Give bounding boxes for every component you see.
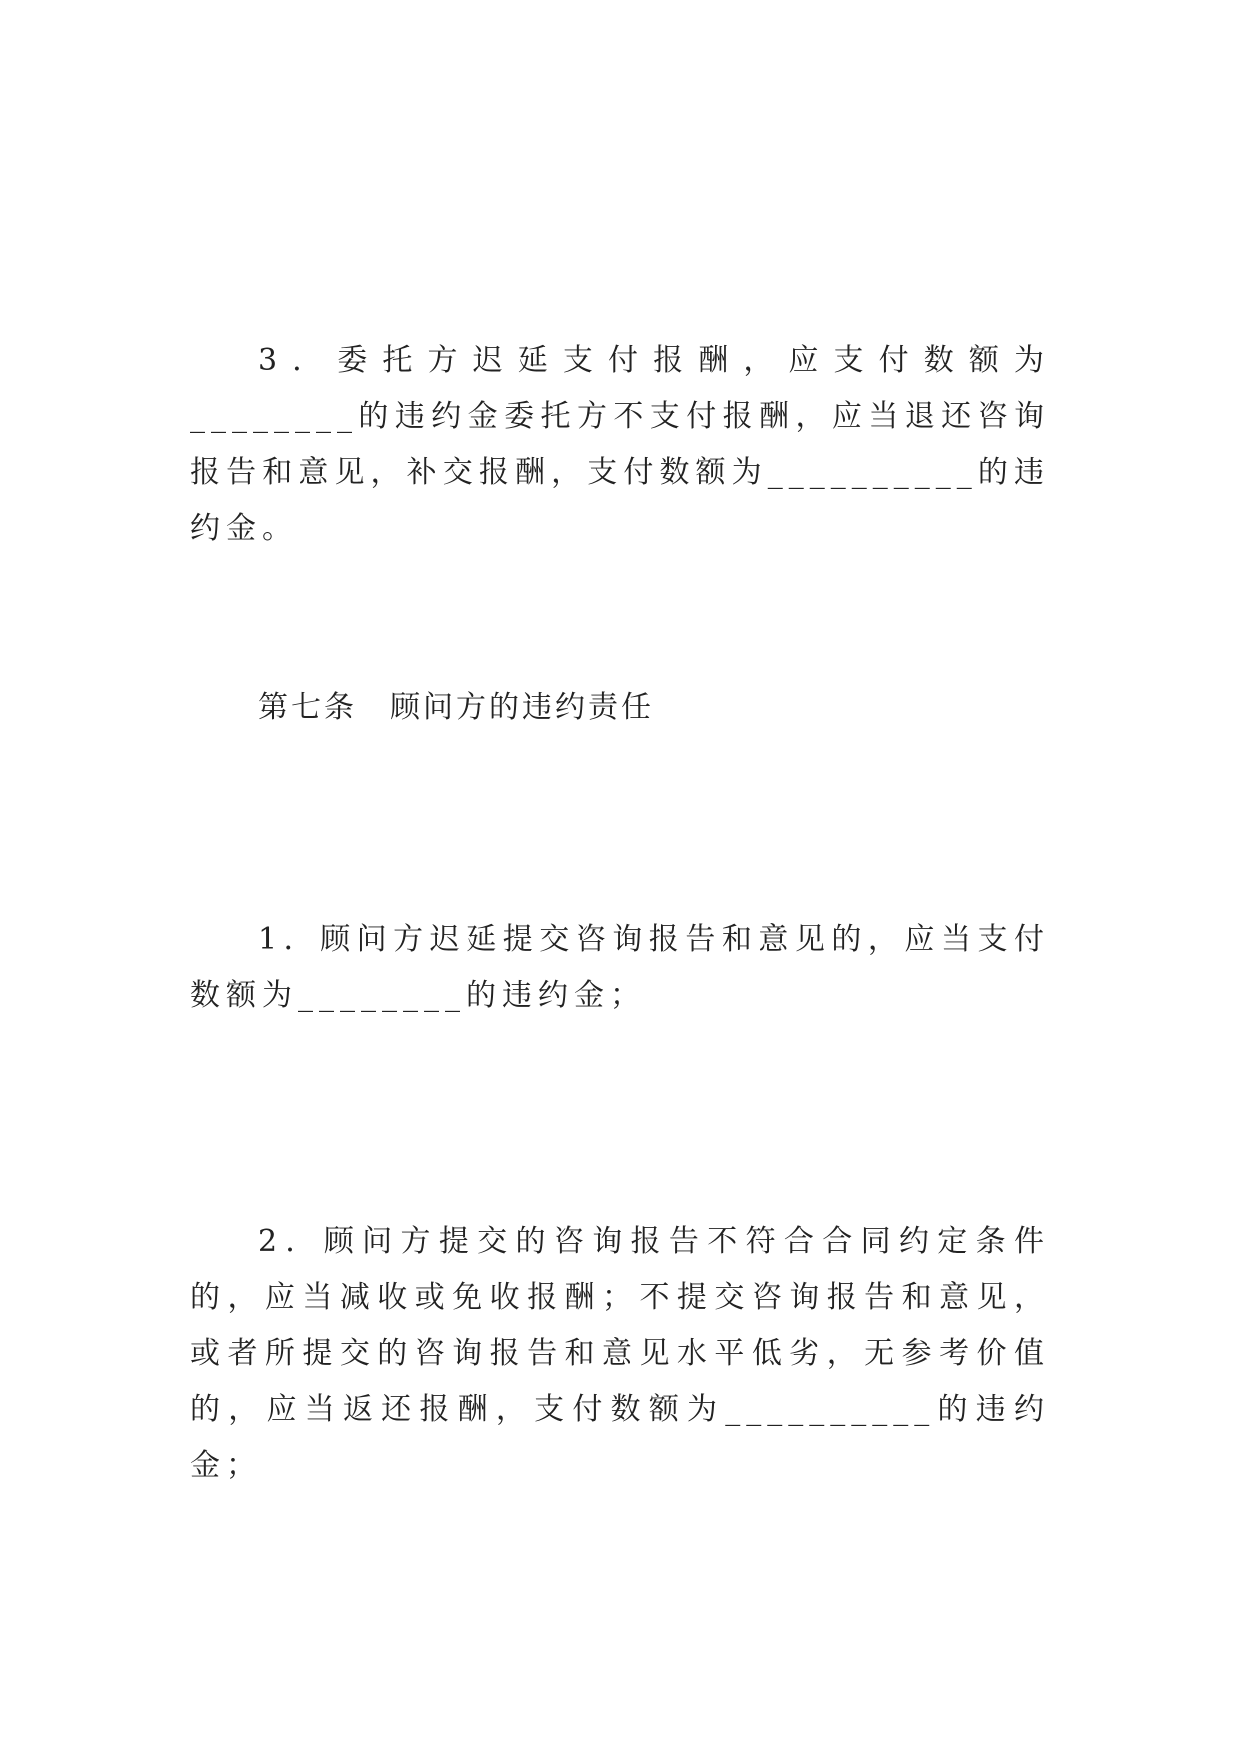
clause-3-paragraph: 3．委托方迟延支付报酬，应支付数额为________的违约金委托方不支付报酬，应当退还咨询报告和意见，补交报酬，支付数额为__________的违约金。 (190, 343, 1050, 546)
article-7-heading: 第七条 顾问方的违约责任 (258, 690, 654, 725)
clause-1-paragraph: 1．顾问方迟延提交咨询报告和意见的，应当支付数额为________的违约金； (190, 922, 1050, 1013)
clause-2-paragraph: 2．顾问方提交的咨询报告不符合合同约定条件的，应当减收或免收报酬；不提交咨询报告和意见，或者所提交的咨询报告和意见水平低劣，无参考价值的，应当返还报酬，支付数额为__________的违约金； (190, 1224, 1050, 1483)
